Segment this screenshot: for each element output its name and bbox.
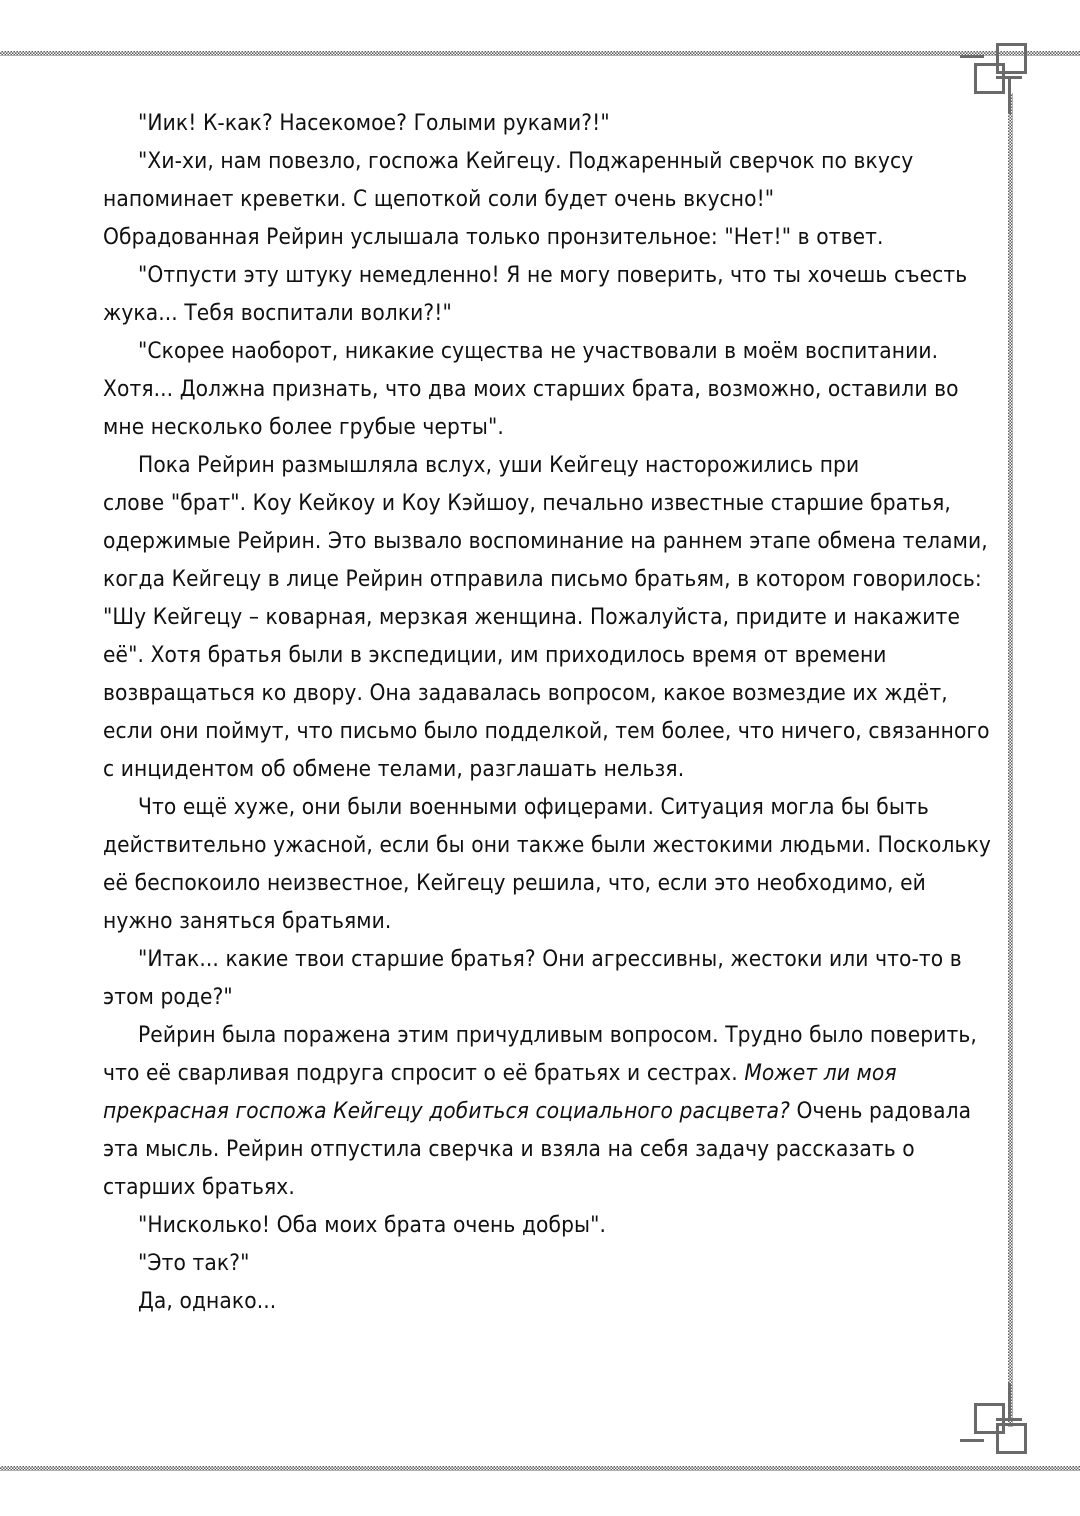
emphasis-text: Может ли моя прекрасная госпожа Кейгецу добиться социального расцвета? <box>103 1060 897 1124</box>
paragraph-text: Пока Рейрин размышляла вслух, уши Кейгецу насторожились при <box>138 452 860 478</box>
ornament-segment-vertical <box>1008 1383 1011 1421</box>
paragraph-text: "Иик! К-как? Насекомое? Голыми руками?!" <box>138 110 610 136</box>
paragraph-text: Обрадованная Рейрин услышала только пронзительное: "Нет!" в ответ. <box>103 224 884 250</box>
ornament-segment-vertical <box>1008 76 1011 114</box>
page-border-bottom <box>0 1466 1080 1471</box>
paragraph-text: Рейрин была поражена этим причудливым вопросом. Трудно было поверить, что её сварливая подруга спросит о её братьях и сестрах. <box>103 1022 977 1086</box>
paragraph-text: "Скорее наоборот, никакие существа не участвовали в моём воспитании. Хотя... Должна признать, что два моих старших брата, возможно, оставили во мне несколько более грубые черты". <box>103 338 959 440</box>
paragraph <box>103 218 993 256</box>
paragraph <box>103 484 993 788</box>
paragraph <box>103 446 993 484</box>
paragraph-text: "Итак... какие твои старшие братья? Они агрессивны, жестоки или что-то в этом роде?" <box>103 946 962 1010</box>
paragraph <box>103 940 993 1016</box>
paragraph-text: слове "брат". Коу Кейкоу и Коу Кэйшоу, печально известные старшие братья, одержимые Рейрин. Это вызвало воспоминание на раннем этапе обмена телами, когда Кейгецу в лице Рейрин отправила письмо братьям, в котором говорилось: "Шу Кейгецу – коварная, мерзкая женщина. Пожалуйста, придите и накажите её". Хотя братья были в экспедиции, им приходилось время от времени возвращаться ко двору. Она задавалась вопросом, какое возмездие их ждёт, если они поймут, что письмо было подделкой, тем более, что ничего, связанного с инцидентом об обмене телами, разглашать нельзя. <box>103 490 990 782</box>
paragraph <box>103 1206 993 1244</box>
corner-ornament-top-right <box>962 33 1034 105</box>
paragraph-text: "Хи-хи, нам повезло, госпожа Кейгецу. Поджаренный сверчок по вкусу напоминает креветки. С щепоткой соли будет очень вкусно!" <box>103 148 914 212</box>
paragraph <box>103 1244 993 1282</box>
paragraph <box>103 142 993 218</box>
paragraph-text: "Отпусти эту штуку немедленно! Я не могу поверить, что ты хочешь съесть жука... Тебя воспитали волки?!" <box>103 262 968 326</box>
paragraph-text: Очень радовала эта мысль. Рейрин отпустила сверчка и взяла на себя задачу рассказать о старших братьях. <box>103 1098 972 1200</box>
paragraph-text: "Это так?" <box>138 1250 250 1276</box>
paragraph-text: Что ещё хуже, они были военными офицерами. Ситуация могла бы быть действительно ужасной, если бы они также были жестокими людьми. Поскольку её беспокоило неизвестное, Кейгецу решила, что, если это необходимо, ей нужно заняться братьями. <box>103 794 991 934</box>
paragraph <box>103 1016 993 1206</box>
ornament-segment-horizontal <box>960 55 984 58</box>
paragraph <box>103 104 993 142</box>
paragraph-text: Да, однако... <box>138 1288 277 1314</box>
paragraph <box>103 1282 993 1320</box>
paragraph <box>103 256 993 332</box>
ornament-segment-horizontal <box>960 1439 984 1442</box>
paragraph-text: "Нисколько! Оба моих брата очень добры". <box>138 1212 607 1238</box>
page-border-top <box>0 51 1080 56</box>
paragraph <box>103 788 993 940</box>
page-body-text <box>103 104 993 1320</box>
paragraph <box>103 332 993 446</box>
page-border-right <box>1008 93 1013 1427</box>
corner-ornament-bottom-right <box>962 1392 1034 1464</box>
